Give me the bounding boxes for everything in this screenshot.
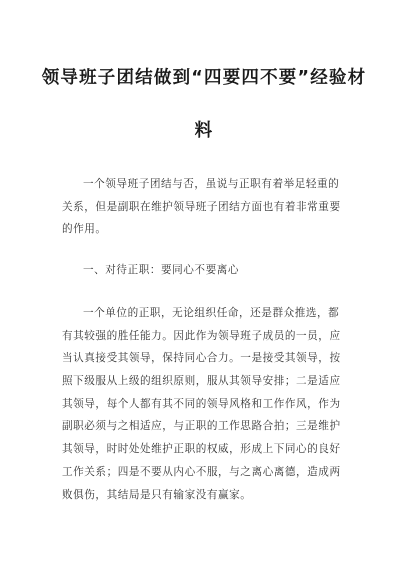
paragraph-line: 有其较强的胜任能力。因此作为领导班子成员的一员，应 [62,329,341,342]
paragraph-line: 当认真接受其领导，保持同心合力。一是接受其领导，按 [62,352,341,365]
paragraph-line: 关系，但是副职在维护领导班子团结方面也有着非常重要 [62,200,341,213]
body-paragraph [62,302,356,506]
section-heading: 一、对待正职：要同心不要离心 [83,264,240,276]
paragraph-line: 败俱伤，其结局是只有输家没有赢家。 [62,488,252,501]
document-title-line-1: 领导班子团结做到“四要四不要”经验材 [41,68,367,88]
paragraph-line: 其领导，每个人都有其不同的领导风格和工作作风，作为 [62,397,341,410]
paragraph-line: 一个单位的正职，无论组织任命，还是群众推选，都 [83,307,340,319]
intro-paragraph [62,173,356,241]
paragraph-line: 的作用。 [62,223,107,236]
document-title-line-2: 料 [194,121,214,141]
paragraph-line: 一个领导班子团结与否，虽说与正职有着举足轻重的 [83,178,340,190]
paragraph-line: 照下级服从上级的组织原则，服从其领导安排；二是适应 [62,375,341,388]
paragraph-line: 工作关系；四是不要从内心不服，与之离心离德，造成两 [62,465,341,478]
paragraph-line: 其领导，时时处处维护正职的权威，形成上下同心的良好 [62,443,341,456]
paragraph-line: 副职必须与之相适应，与正职的工作思路合拍；三是维护 [62,420,341,433]
